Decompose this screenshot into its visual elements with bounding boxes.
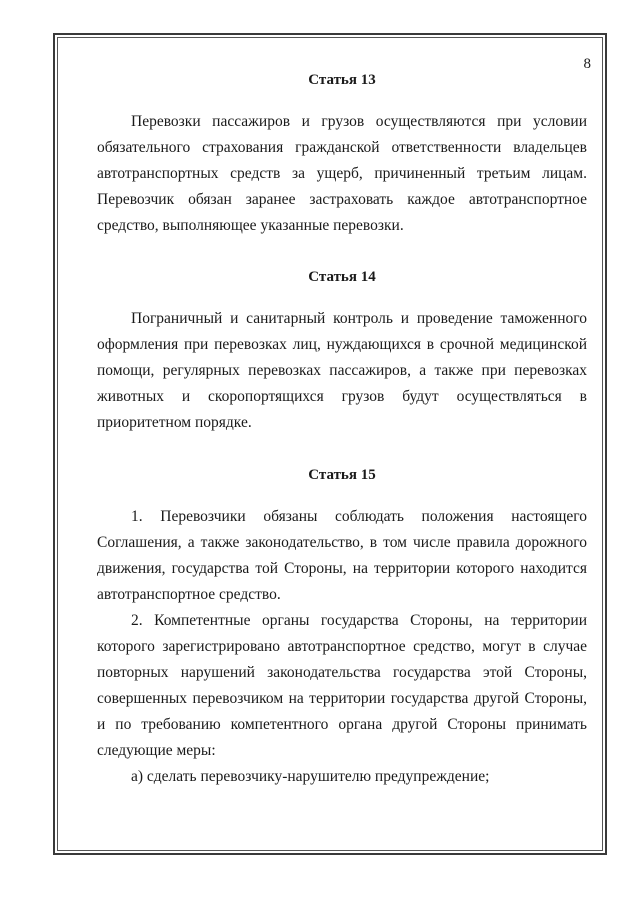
article-15-paragraph-1: 1. Перевозчики обязаны соблюдать положения настоящего Соглашения, а также законодательство, в том числе правила дорожного движения, государства той Стороны, на территории которого находится автотранспортное средство. <box>97 508 587 603</box>
document-body <box>97 70 587 790</box>
page-number: 8 <box>583 56 591 72</box>
article-14-paragraph: Пограничный и санитарный контроль и проведение таможенного оформления при перевозках лиц, нуждающихся в срочной медицинской помощи, регулярных перевозках пассажиров, а также при перевозках животных и скоропортящихся грузов будут осуществляться в приоритетном порядке. <box>97 310 587 431</box>
article-13 <box>97 70 587 239</box>
article-14-title: Статья 14 <box>308 269 376 285</box>
article-14 <box>97 267 587 436</box>
article-15-subitem-a: а) сделать перевозчику-нарушителю предупреждение; <box>131 768 490 785</box>
article-15-title: Статья 15 <box>308 467 376 483</box>
article-15-paragraph-2: 2. Компетентные органы государства Стороны, на территории которого зарегистрировано автотранспортное средство, могут в случае повторных нарушений законодательства государства этой Стороны, совершенных перевозчиком на территории государства другой Стороны, и по требованию компетентного органа другой Стороны принимать следующие меры: <box>97 612 587 759</box>
article-13-paragraph: Перевозки пассажиров и грузов осуществляются при условии обязательного страхования гражданской ответственности владельцев автотранспортных средств за ущерб, причиненный третьим лицам. Перевозчик обязан заранее застраховать каждое автотранспортное средство, выполняющее указанные перевозки. <box>97 113 587 234</box>
article-15 <box>97 465 587 790</box>
article-13-title: Статья 13 <box>308 72 376 88</box>
